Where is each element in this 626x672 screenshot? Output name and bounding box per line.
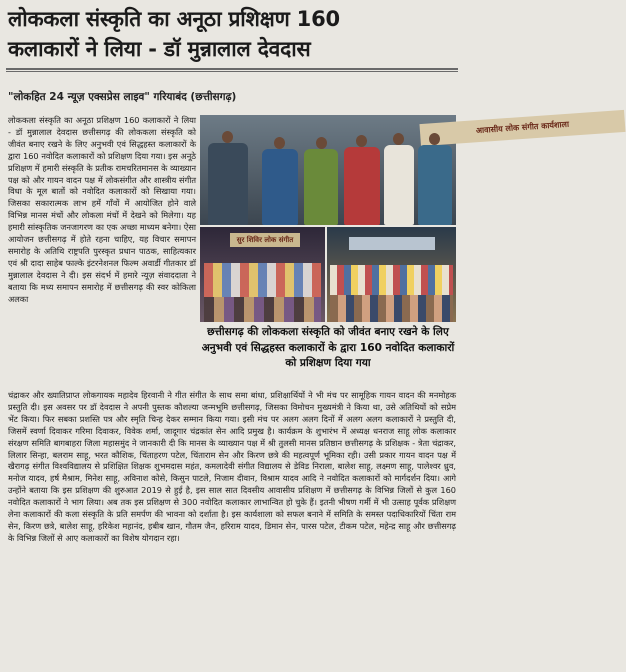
person-figure xyxy=(384,145,414,225)
person-figure xyxy=(304,149,338,225)
headline-line-2: कलाकारों ने लिया - डॉ मुन्नालाल देवदास xyxy=(8,37,311,61)
seated-group-row xyxy=(330,295,453,322)
article-body: चंद्राकर और ख्यातिप्राप्त लोकगायक महादेव हिरवानी ने गीत संगीत के साथ समा बांधा, प्रशिक्षार्थियों ने भी मंच पर सामूहिक गायन वादन की मनमोहक प्रस्तुति दी। इस अवसर पर डॉ देवदास ने अपनी पुस्तक कौशल्या जन्मभूमि छत्तीसगढ़, जिसका विमोचन मुख्यमंत्री ने किया था, उसे अतिथियों को सप्रेम भेंट किया। फिर सबका प्रशस्ति पत्र और स्मृति चिन्ह देकर सम्मान किया गया। इसी मंच पर अलग अलग दिनों में अलग अलग कलाकारों ने प्रस्तुति दी, जिसमें स्वर्णा दिवाकर गरिमा दिवाकर, विवेक शर्मा, जादूगार चंद्रकांत सेन आदि प्रमुख है। कार्यक्रम के शुभारंभ में अध्यक्ष धनराज साहू लोक कलाकार संरक्षण समिति बागबाहरा जिला महासमुंद ने जानकारी दी कि मानस के व्याख्यान पक्ष में श्री तुलसी मानस प्रतिष्ठान छत्तीसगढ़ के प्रशिक्षक - त्रेता चंद्राकर, लिलार सिन्हा, बलराम साहू, भरत कौशिक, चिंताहरण पटेल, चिंताराम सेन और किरण छत्रे की महत्वपूर्ण भूमिका रही। उसी प्रकार गायन वादन पक्ष में खैरागढ़ संगीत विश्वविद्यालय से प्रशिक्षित शिक्षक शुभमदास महंत, कमलादेवी संगीत विद्यालय से डेविड निराला, बालेश साहू, लक्ष्मण साहू, पालेश्वर ध्रुव, मनोज यादव, हर्ष मैश्राम, मिनेश साहू, अविनाश कोसे, किसुन पाटले, निजाम दीवान, विश्राम यादव आदि ने नवोदित कलाकारों को मार्गदर्शन दिया। आगे उन्होंने बताया कि इस प्रशिक्षण की शुरुआत 2019 से हुई है, इस साल सात दिवसीय आवासीय प्रशिक्षण में छत्तीसगढ़ के विभिन्न जिलों से कुल 160 नवोदित कलाकारों ने भाग लिया। अब तक इस प्रशिक्षण से 300 नवोदित कलाकार लाभान्वित हो चुके हैं। इतनी भीषण गर्मी में भी उत्साह पूर्वक प्रशिक्षण लेना कलाकारों की कला संस्कृति के प्रति समर्पण की भावना को दर्शाता है। इस कार्यशाला को सफल बनाने में समिति के समस्त पदाधिकारियों चिंता राम सेन, किरण छत्रे, बालेश साहू, हरिकेश महानंद, हबीब खान, गौतम जैन, हरिराम यादव, डिमान सेन, पारस पटेल, टीकम पटेल, महेन्द्र साहू और छत्तीसगढ़ के विभिन्न जिलों से आए कलाकारों का विशेष योगदान रहा। xyxy=(8,390,456,543)
photo-large-group xyxy=(327,227,456,322)
person-head xyxy=(356,135,367,147)
person-head xyxy=(393,133,404,145)
headline-line-1: लोककला संस्कृति का अनूठा प्रशिक्षण 160 xyxy=(8,7,340,31)
person-head xyxy=(429,133,440,145)
byline: "लोकहित 24 न्यूज़ एक्सप्रेस लाइव" गरियाबंद (छत्तीसगढ़) xyxy=(8,91,237,103)
person-figure xyxy=(344,147,380,225)
divider-top-thin xyxy=(6,71,458,72)
person-head xyxy=(274,137,285,149)
person-figure xyxy=(208,143,248,225)
article-column-left: लोककला संस्कृति का अनूठा प्रशिक्षण 160 कलाकारों ने लिया - डॉ मुन्नालाल देवदास छत्तीसगढ़ की लोककला संस्कृति को जीवंत बनाए रखने के लिए अनुभवी एवं सिद्धहस्त कलाकारों के द्वारा 160 नवोदित कलाकारों को प्रशिक्षण दिया गया। इस अनूठे प्रशिक्षण में हमारी संस्कृति के प्रतीक रामचरितमानस के व्याख्यान पक्ष को और गायन वादन पक्ष में लोकसंगीत और शास्त्रीय संगीत विधा के मूल बातों को नवोदित कलाकारों को सिखाया गया। जिसका सकारात्मक लाभ हमें गाँवों में आयोजित होने वाले विभिन्न मानस मंचों और लोकला मंचों में देखने को मिलेगा। यह हमारी सांस्कृतिक जनजागरण का एक अच्छा माध्यम बनेगा। ऐसा आयोजन छत्तीसगढ़ में होते रहना चाहिए, यह विचार समापन समारोह के अतिथि राष्ट्रपति पुरस्कृत प्रधान पाठक, साहित्यकार एवं श्री दादा साहेब फाल्के इंटरनेशनल फिल्म अवार्डी गीतकार डॉ मुन्नालाल देवदास ने दी। इस संदर्भ में हमारे न्यूज़ संवाददाता ने बताया कि मध्य समापन समारोह में छत्तीसगढ़ की स्वर कोकिला अलका xyxy=(8,115,196,304)
performers-row xyxy=(204,263,321,297)
photo-group-stage xyxy=(200,227,325,322)
divider-top xyxy=(6,68,458,70)
person-figure xyxy=(418,145,452,225)
standing-group-row xyxy=(330,265,453,295)
stage-backdrop xyxy=(349,237,435,250)
photo-award-ceremony xyxy=(200,115,570,225)
person-head xyxy=(222,131,233,143)
person-head xyxy=(316,137,327,149)
headline xyxy=(8,4,458,64)
photo-caption: छत्तीसगढ़ की लोककला संस्कृति को जीवंत बनाए रखने के लिए अनुभवी एवं सिद्धहस्त कलाकारों के द्वारा 160 नवोदित कलाकारों को प्रशिक्षण दिया गया xyxy=(201,326,455,369)
event-banner: आवासीय लोक संगीत कार्यशाला xyxy=(419,110,625,146)
seated-performers-row xyxy=(204,297,321,322)
person-figure xyxy=(262,149,298,225)
stage-banner: सुर शिविर लोक संगीत xyxy=(230,233,300,247)
